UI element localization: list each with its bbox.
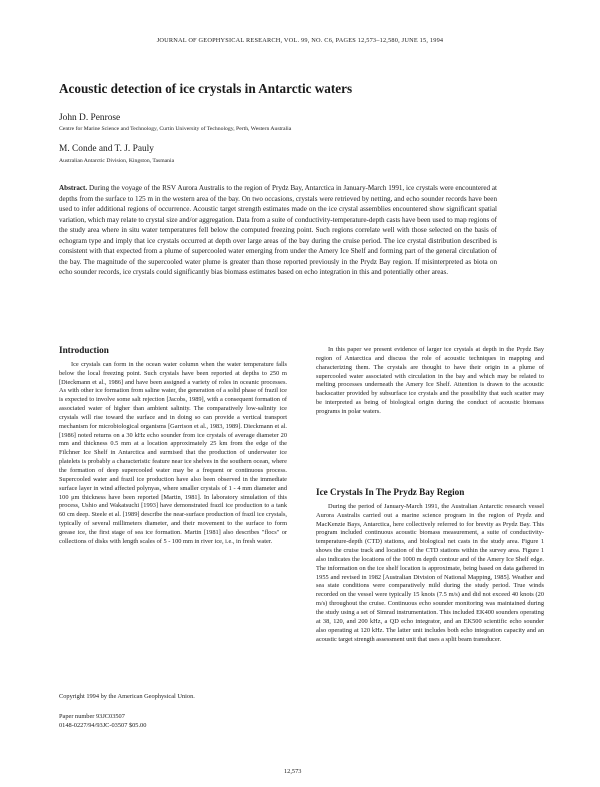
copyright-notice: Copyright 1994 by the American Geophysical Union. — [59, 693, 195, 700]
affiliation-1: Centre for Marine Science and Technology, Curtin University of Technology, Perth, Western Australia — [59, 126, 292, 132]
introduction-continued-paragraph: In this paper we present evidence of larger ice crystals at depth in the Prydz Bay region of Antarctica and discuss the role of acoustic techniques in mapping and characterizing them. The crystals are thought to have their origin in a plume of supercooled water associated with circulation in the bay and which may be related to melting processes underneath the Amery Ice Shelf. Attention is drawn to the acoustic backscatter provided by subsurface ice crystals and the possibility that such scatter may be interpreted as being of biological origin during the conduct of acoustic biomass programs in polar waters. — [316, 346, 544, 415]
paper-title: Acoustic detection of ice crystals in Antarctic waters — [59, 81, 353, 96]
section-heading-prydz-bay: Ice Crystals In The Prydz Bay Region — [316, 487, 465, 497]
introduction-paragraph: Ice crystals can form in the ocean water column when the water temperature falls below the local freezing point. Such crystals have been reported at depths to 250 m [Dieckmann et al., 1986] and have been assigned a variety of roles in oceanic processes. As with other ice formation from saline water, the generation of a solid phase of frazil ice is expected to involve some salt rejection [Jacobs, 1989], with a consequent formation of associated water of higher than ambient salinity. The comparatively low-salinity ice crystals will rise toward the surface and in doing so can provide a vertical transport mechanism for microbiological organisms [Garrison et al., 1983, 1989]. Dieckmann et al. [1986] noted returns on a 30 kHz echo sounder from ice crystals of average diameter 20 mm and thickness 0.5 mm at a location approximately 25 km from the edge of the Filchner Ice Shelf in Antarctica and surmised that the production of underwater ice platelets is probably a characteristic feature near ice shelves in the southern ocean, where the formation of deep supercooled water may be a frequent or continuous process. Supercooled water and frazil ice production have also been observed in the immediate surface layer in wind affected polynyas, where smaller crystals of 1 - 4 mm diameter and 100 μm thickness have been reported [Martin, 1981]. In laboratory simulation of this process, Ushio and Wakatsuchi [1993] have demonstrated frazil ice production to a tank 60 cm deep. Steele et al. [1989] describe the near-surface production of frazil ice crystals, typically of several millimeters diameter, and their movement to the surface to form grease ice, the first stage of sea ice formation. Martin [1981] also describes "flocs" or collections of disks with length scales of 5 - 100 mm in river ice, i.e., in fresh water. — [59, 360, 287, 545]
issn-line: 0148-0227/94/93JC-03507 $05.00 — [59, 722, 147, 729]
abstract-text: During the voyage of the RSV Aurora Australis to the region of Prydz Bay, Antarctica in January-March 1991, ice crystals were encountered at depths from the surface to 125 m in the western area of the bay. On two occasions, crystals were retrieved by netting, and echo sounder records have been used to infer additional regions of occurrence. Acoustic target strength estimates made on the ice crystal assemblies encountered show significant spatial variation, which may relate to crystal size and/or aggregation. Data from a suite of conductivity-temperature-depth casts have been used to map regions of the study area where in situ water temperatures fell below the computed freezing point. Such regions correlate well with those selected on the basis of echogram type and imply that ice crystals occurred at depth over large areas of the bay during the cruise period. The ice crystal distribution described is consistent with that expected from a plume of supercooled water emerging from under the Amery Ice Shelf and forming part of the general circulation of the bay. The magnitude of the supercooled water plume is greater than those reported previously in the Prydz Bay region. If misinterpreted as biota on echo sounder records, ice crystals could significantly bias biomass estimates based on echo integration in this and potentially other areas. — [59, 184, 498, 277]
running-head: JOURNAL OF GEOPHYSICAL RESEARCH, VOL. 99, NO. C6, PAGES 12,573–12,580, JUNE 15, 1994 — [156, 37, 444, 44]
abstract — [59, 183, 497, 278]
prydz-paragraph: During the period of January-March 1991, the Australian Antarctic research vessel Aurora Australis carried out a marine science program in the region of Prydz and MacKenzie Bays, Antarctica, here collectively referred to for brevity as Prydz Bay. This program included continuous acoustic biomass measurement, a suite of conductivity-temperature-depth (CTD) stations, and biological net casts in the study area. Figure 1 shows the cruise track and location of the CTD stations within the survey area. Figure 1 also indicates the locations of the 1000 m depth contour and of the Amery Ice Shelf edge. The information on the ice shelf location is approximate, being based on data gathered in 1955 and revised in 1982 [Australian Division of National Mapping, 1985]. Weather and sea state conditions were comparatively mild during the study period. True winds recorded on the vessel were typically 15 knots (7.5 m/s) and did not exceed 40 knots (20 m/s) throughout the cruise. Continuous echo sounder monitoring was maintained during the study using a set of Simrad instrumentation. This included EK400 sounders operating at 38, 120, and 200 kHz, a QD echo integrator, and an EK500 scientific echo sounder also operating at 120 kHz. The latter unit includes both echo integration capacity and an acoustic target strength assessment unit that uses a split beam transducer. — [316, 502, 544, 643]
section-heading-introduction: Introduction — [59, 345, 109, 355]
author-2: M. Conde and T. J. Pauly — [59, 144, 154, 154]
affiliation-2: Australian Antarctic Division, Kingston, Tasmania — [59, 158, 175, 164]
abstract-label: Abstract. — [59, 184, 88, 192]
left-column — [59, 346, 287, 547]
right-column-intro — [316, 346, 544, 417]
paper-number: Paper number 93JC03507 — [59, 713, 125, 720]
author-1: John D. Penrose — [59, 113, 121, 123]
right-column-prydz — [316, 488, 544, 644]
page-number: 12,573 — [284, 768, 302, 775]
